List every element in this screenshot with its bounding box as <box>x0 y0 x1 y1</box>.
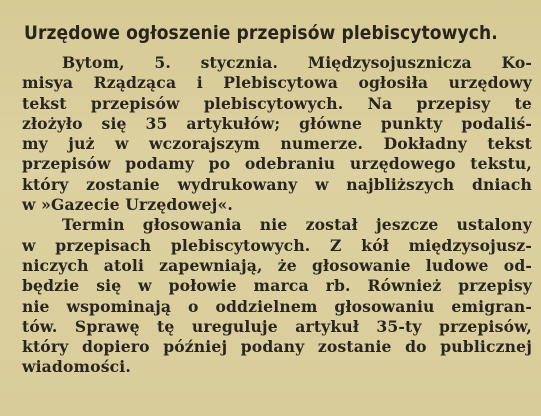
article-line: wiadomości. <box>22 357 131 377</box>
article-line: my już w wczorajszym numerze. Dokładny tekst <box>22 134 532 154</box>
article-line: Bytom, 5. stycznia. Międzysojusznicza Ko- <box>62 53 532 72</box>
article-line: będzie się w połowie marca rb. Również przepisy <box>22 276 532 296</box>
article-line: tekst przepisów plebiscytowych. Na przepisy te <box>22 93 532 113</box>
article-line: w przepisach plebiscytowych. Z kół międzysojusz- <box>22 235 532 255</box>
article-line: Termin głosowania nie został jeszcze ustalony <box>62 215 532 235</box>
article-line: przepisów podamy po odebraniu urzędowego tekstu, <box>22 154 532 174</box>
article-headline: Urzędowe ogłoszenie przepisów plebiscytowych. <box>24 22 498 44</box>
article-line: w »Gazecie Urzędowej«. <box>22 195 233 215</box>
article-line: nie wspominają o oddzielnem głosowaniu emigran- <box>22 296 532 316</box>
article-line: misya Rządząca i Plebiscytowa ogłosiła urzędowy <box>22 73 532 93</box>
article-line: tów. Sprawę tę ureguluje artykuł 35-ty przepisów, <box>22 316 532 336</box>
article-line: który dopiero później podany zostanie do publicznej <box>22 337 532 357</box>
article-body <box>22 53 532 378</box>
article-line: niczych atoli zapewniają, że głosowanie ludowe od- <box>22 255 532 275</box>
article-line: który zostanie wydrukowany w najbliższych dniach <box>22 174 532 194</box>
article-line: złożyło się 35 artykułów; główne punkty podaliś- <box>22 113 532 133</box>
